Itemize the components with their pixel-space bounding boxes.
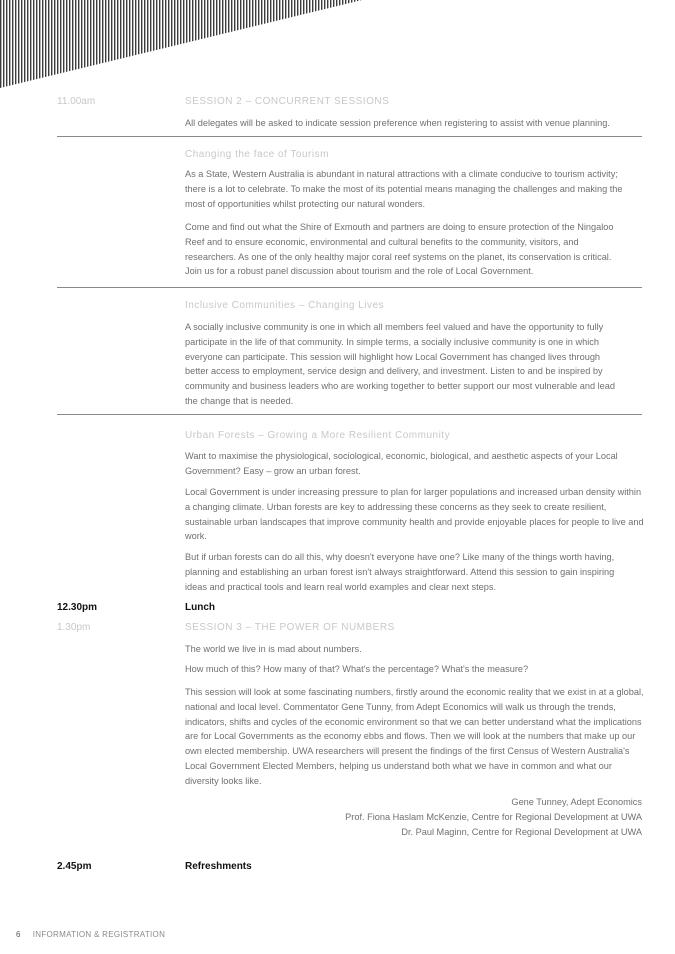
lunch-label: Lunch (185, 602, 215, 613)
corner-hatch-decoration (0, 0, 675, 90)
session2-note: All delegates will be asked to indicate session preference when registering to assist with venue planning. (185, 118, 610, 128)
refreshments-time: 2.45pm (57, 861, 92, 872)
urban-paragraph: Local Government is under increasing pressure to plan for larger populations and increased urban density within a changing climate. Urban forests are key to addressing these concerns as they seek to create resilient, sustainable urban landscapes that improve community health and provide enjoyable places for people to live and work. (185, 487, 644, 542)
page-number: 6 (16, 930, 21, 939)
session3-paragraph: This session will look at some fascinating numbers, firstly around the economic reality that we exist in at a global, national and local level. Commentator Gene Tunny, from Adept Economics will walk us through the trends, indicators, shifts and cycles of the economic environment so that we can better understand what the implications are for Local Governments as the economy ebbs and flows. Then we will look at the numbers that make up our own elected membership. UWA researchers will present the findings of the first Census of Western Australia's Local Government Elected Members, helping us understand both what we have in common and what our diversity looks like. (185, 687, 644, 786)
inclusive-paragraph: A socially inclusive community is one in which all members feel valued and have the opportunity to fully participate in the life of that community. In simple terms, a socially inclusive community is one in which everyone can participate. This session will highlight how Local Government has changed lives through better access to employment, service design and delivery, and investment. Listen to and be inspired by community and business leaders who are working together to better support our most vulnerable and lead the change that is needed. (185, 322, 616, 406)
urban-paragraph: Want to maximise the physiological, sociological, economic, biological, and aesthetic aspects of your Local Government? Easy – grow an urban forest. (185, 451, 618, 476)
tourism-paragraph: Come and find out what the Shire of Exmouth and partners are doing to ensure protection of the Ningaloo Reef and to ensure economic, environmental and cultural benefits to the community, visitors, and researchers. As one of the only healthy major coral reef systems on the planet, its conservation is critical. Join us for a robust panel discussion about tourism and the role of Local Government. (185, 222, 614, 277)
page-footer (16, 930, 165, 939)
speaker-credit: Dr. Paul Maginn, Centre for Regional Development at UWA (401, 826, 642, 837)
lunch-time: 12.30pm (57, 602, 98, 613)
divider (57, 414, 642, 415)
inclusive-title: Inclusive Communities – Changing Lives (185, 300, 385, 311)
speaker-credit: Gene Tunney, Adept Economics (511, 797, 642, 807)
footer-section-label: INFORMATION & REGISTRATION (32, 930, 166, 939)
refreshments-label: Refreshments (185, 861, 252, 872)
divider (57, 136, 642, 137)
session3-time: 1.30pm (57, 622, 91, 633)
urban-title: Urban Forests – Growing a More Resilient Community (185, 430, 451, 441)
speaker-credits (345, 795, 642, 839)
speaker-credit: Prof. Fiona Haslam McKenzie, Centre for Regional Development at UWA (345, 811, 642, 822)
session2-heading: SESSION 2 – CONCURRENT SESSIONS (185, 96, 390, 107)
session3-paragraph: How much of this? How many of that? What's the percentage? What's the measure? (185, 664, 529, 674)
session2-time: 11.00am (57, 96, 96, 107)
session3-heading: SESSION 3 – THE POWER OF NUMBERS (185, 622, 395, 633)
tourism-paragraph: As a State, Western Australia is abundant in natural attractions with a climate conducive to tourism activity; there is a lot to celebrate. To make the most of its potential means managing the challenges and making the most of opportunities whilst protecting our natural wonders. (185, 169, 623, 209)
urban-paragraph: But if urban forests can do all this, why doesn't everyone have one? Like many of the things worth having, planning and establishing an urban forest isn't always straightforward. Attend this session to gain inspiring ideas and practical tools and learn real world examples and clear next steps. (185, 552, 615, 592)
session3-paragraph: The world we live in is mad about numbers. (185, 644, 362, 654)
divider (57, 287, 642, 288)
tourism-title: Changing the face of Tourism (185, 149, 329, 160)
